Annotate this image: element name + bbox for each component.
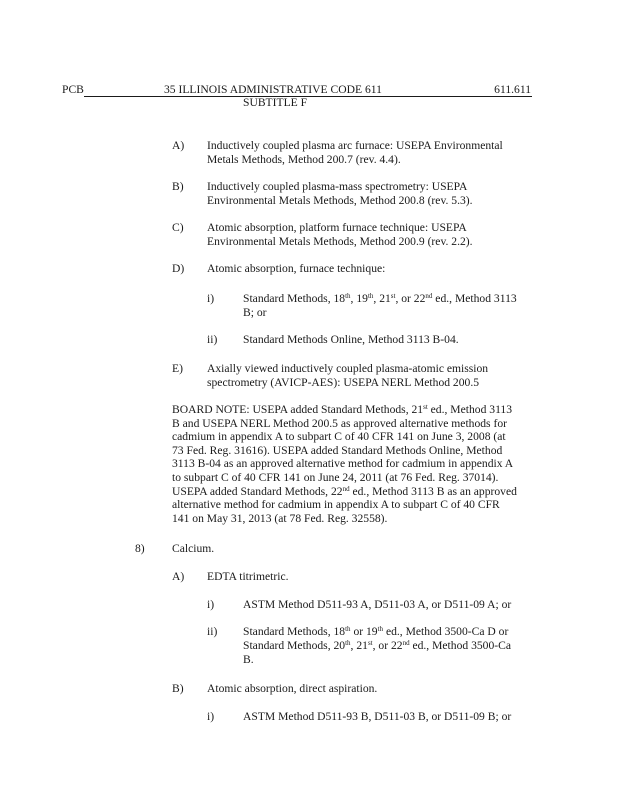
item-line: ASTM Method D511-93 B, D511-03 B, or D511-09 B; or [243,710,512,723]
note-line: to subpart C of 40 CFR 141 on June 24, 2011 (at 76 Fed. Reg. 37014). [172,470,499,484]
item-line: B. [243,653,254,666]
text-run: ed., Method 3500-Ca [409,639,511,652]
item-line [243,639,511,653]
item-label: ii) [207,625,218,638]
text-run: , 21 [350,639,368,652]
superscript: nd [342,484,350,493]
header-title: 35 ILLINOIS ADMINISTRATIVE CODE 611 [164,83,382,96]
text-run: , 19 [350,292,368,305]
item-label: i) [207,292,215,305]
item-label: B) [172,180,184,193]
item-line [243,625,508,639]
text-run: or 19 [350,625,378,638]
note-line: 3113 B-04 as an approved alternative method for cadmium in appendix A [172,457,514,471]
item-line: Atomic absorption, direct aspiration. [207,682,378,695]
text-run: ed., Method 3113 B as an approved [349,484,517,498]
item-label: A) [172,570,185,583]
note-line [172,485,532,499]
item-line: Calcium. [172,542,215,555]
text-run: ed., Method 3113 [432,292,517,305]
item-label: i) [207,598,215,611]
header-agency: PCB [62,83,84,96]
item-label: C) [172,221,184,234]
note-line: 141 on May 31, 2013 (at 78 Fed. Reg. 32558). [172,511,388,525]
item-label: ii) [207,333,218,346]
item-line: Standard Methods Online, Method 3113 B-04. [243,333,459,346]
item-line: Axially viewed inductively coupled plasma-atomic emission [207,362,489,375]
board-note [172,403,532,525]
text-run: , 21 [373,292,391,305]
text-run: Standard Methods, 18 [243,625,346,638]
item-line: ASTM Method D511-93 A, D511-03 A, or D511-09 A; or [243,598,512,611]
note-line [172,403,532,417]
superscript: th [345,625,351,633]
text-run: , or 22 [395,292,426,305]
note-line: 73 Fed. Reg. 31616). USEPA added Standard Methods Online, Method [172,443,503,457]
text-run: ed., Method 3500-Ca D or [383,625,509,638]
superscript: nd [402,639,410,647]
item-line: spectrometry (AVICP-AES): USEPA NERL Method 200.5 [207,376,480,389]
item-label: i) [207,710,215,723]
header-subtitle: SUBTITLE F [243,96,308,109]
superscript: th [345,639,351,647]
item-line [243,292,517,306]
superscript: th [367,292,374,300]
text-run: BOARD NOTE: USEPA added Standard Methods, 21 [172,403,424,416]
superscript: st [390,292,396,300]
header-section: 611.611 [494,83,531,96]
item-label: B) [172,682,184,695]
item-line: Atomic absorption, platform furnace technique: USEPA [207,221,467,234]
superscript: th [345,292,351,300]
text-run: USEPA added Standard Methods, 22 [172,484,343,498]
item-line: Metals Methods, Method 200.7 (rev. 4.4). [207,153,401,166]
text-run: Standard Methods, 20 [243,639,346,652]
note-line: cadmium in appendix A to subpart C of 40 CFR 141 on June 3, 2008 (at [172,430,506,444]
item-line: Environmental Metals Methods, Method 200.9 (rev. 2.2). [207,235,473,248]
superscript: nd [425,292,433,300]
item-line: Inductively coupled plasma arc furnace: USEPA Environmental [207,139,503,152]
item-line: Atomic absorption, furnace technique: [207,262,386,275]
superscript: th [377,625,384,633]
item-line: Inductively coupled plasma-mass spectrometry: USEPA [207,180,468,193]
text-run: Standard Methods, 18 [243,292,346,305]
item-line: EDTA titrimetric. [207,570,289,583]
note-line: B and USEPA NERL Method 200.5 as approved alternative methods for [172,416,507,430]
text-run: ed., Method 3113 [427,403,513,416]
item-label: D) [172,262,185,275]
item-label: A) [172,139,185,152]
superscript: st [367,639,373,647]
item-label: 8) [135,542,145,555]
item-label: E) [172,362,183,375]
item-line: B; or [243,306,267,319]
item-line: Environmental Metals Methods, Method 200.8 (rev. 5.3). [207,194,473,207]
note-line: alternative method for cadmium in appendix A to subpart C of 40 CFR [172,498,500,512]
page-header [62,83,531,113]
header-rule [84,96,532,97]
superscript: st [423,403,428,411]
text-run: , or 22 [372,639,403,652]
